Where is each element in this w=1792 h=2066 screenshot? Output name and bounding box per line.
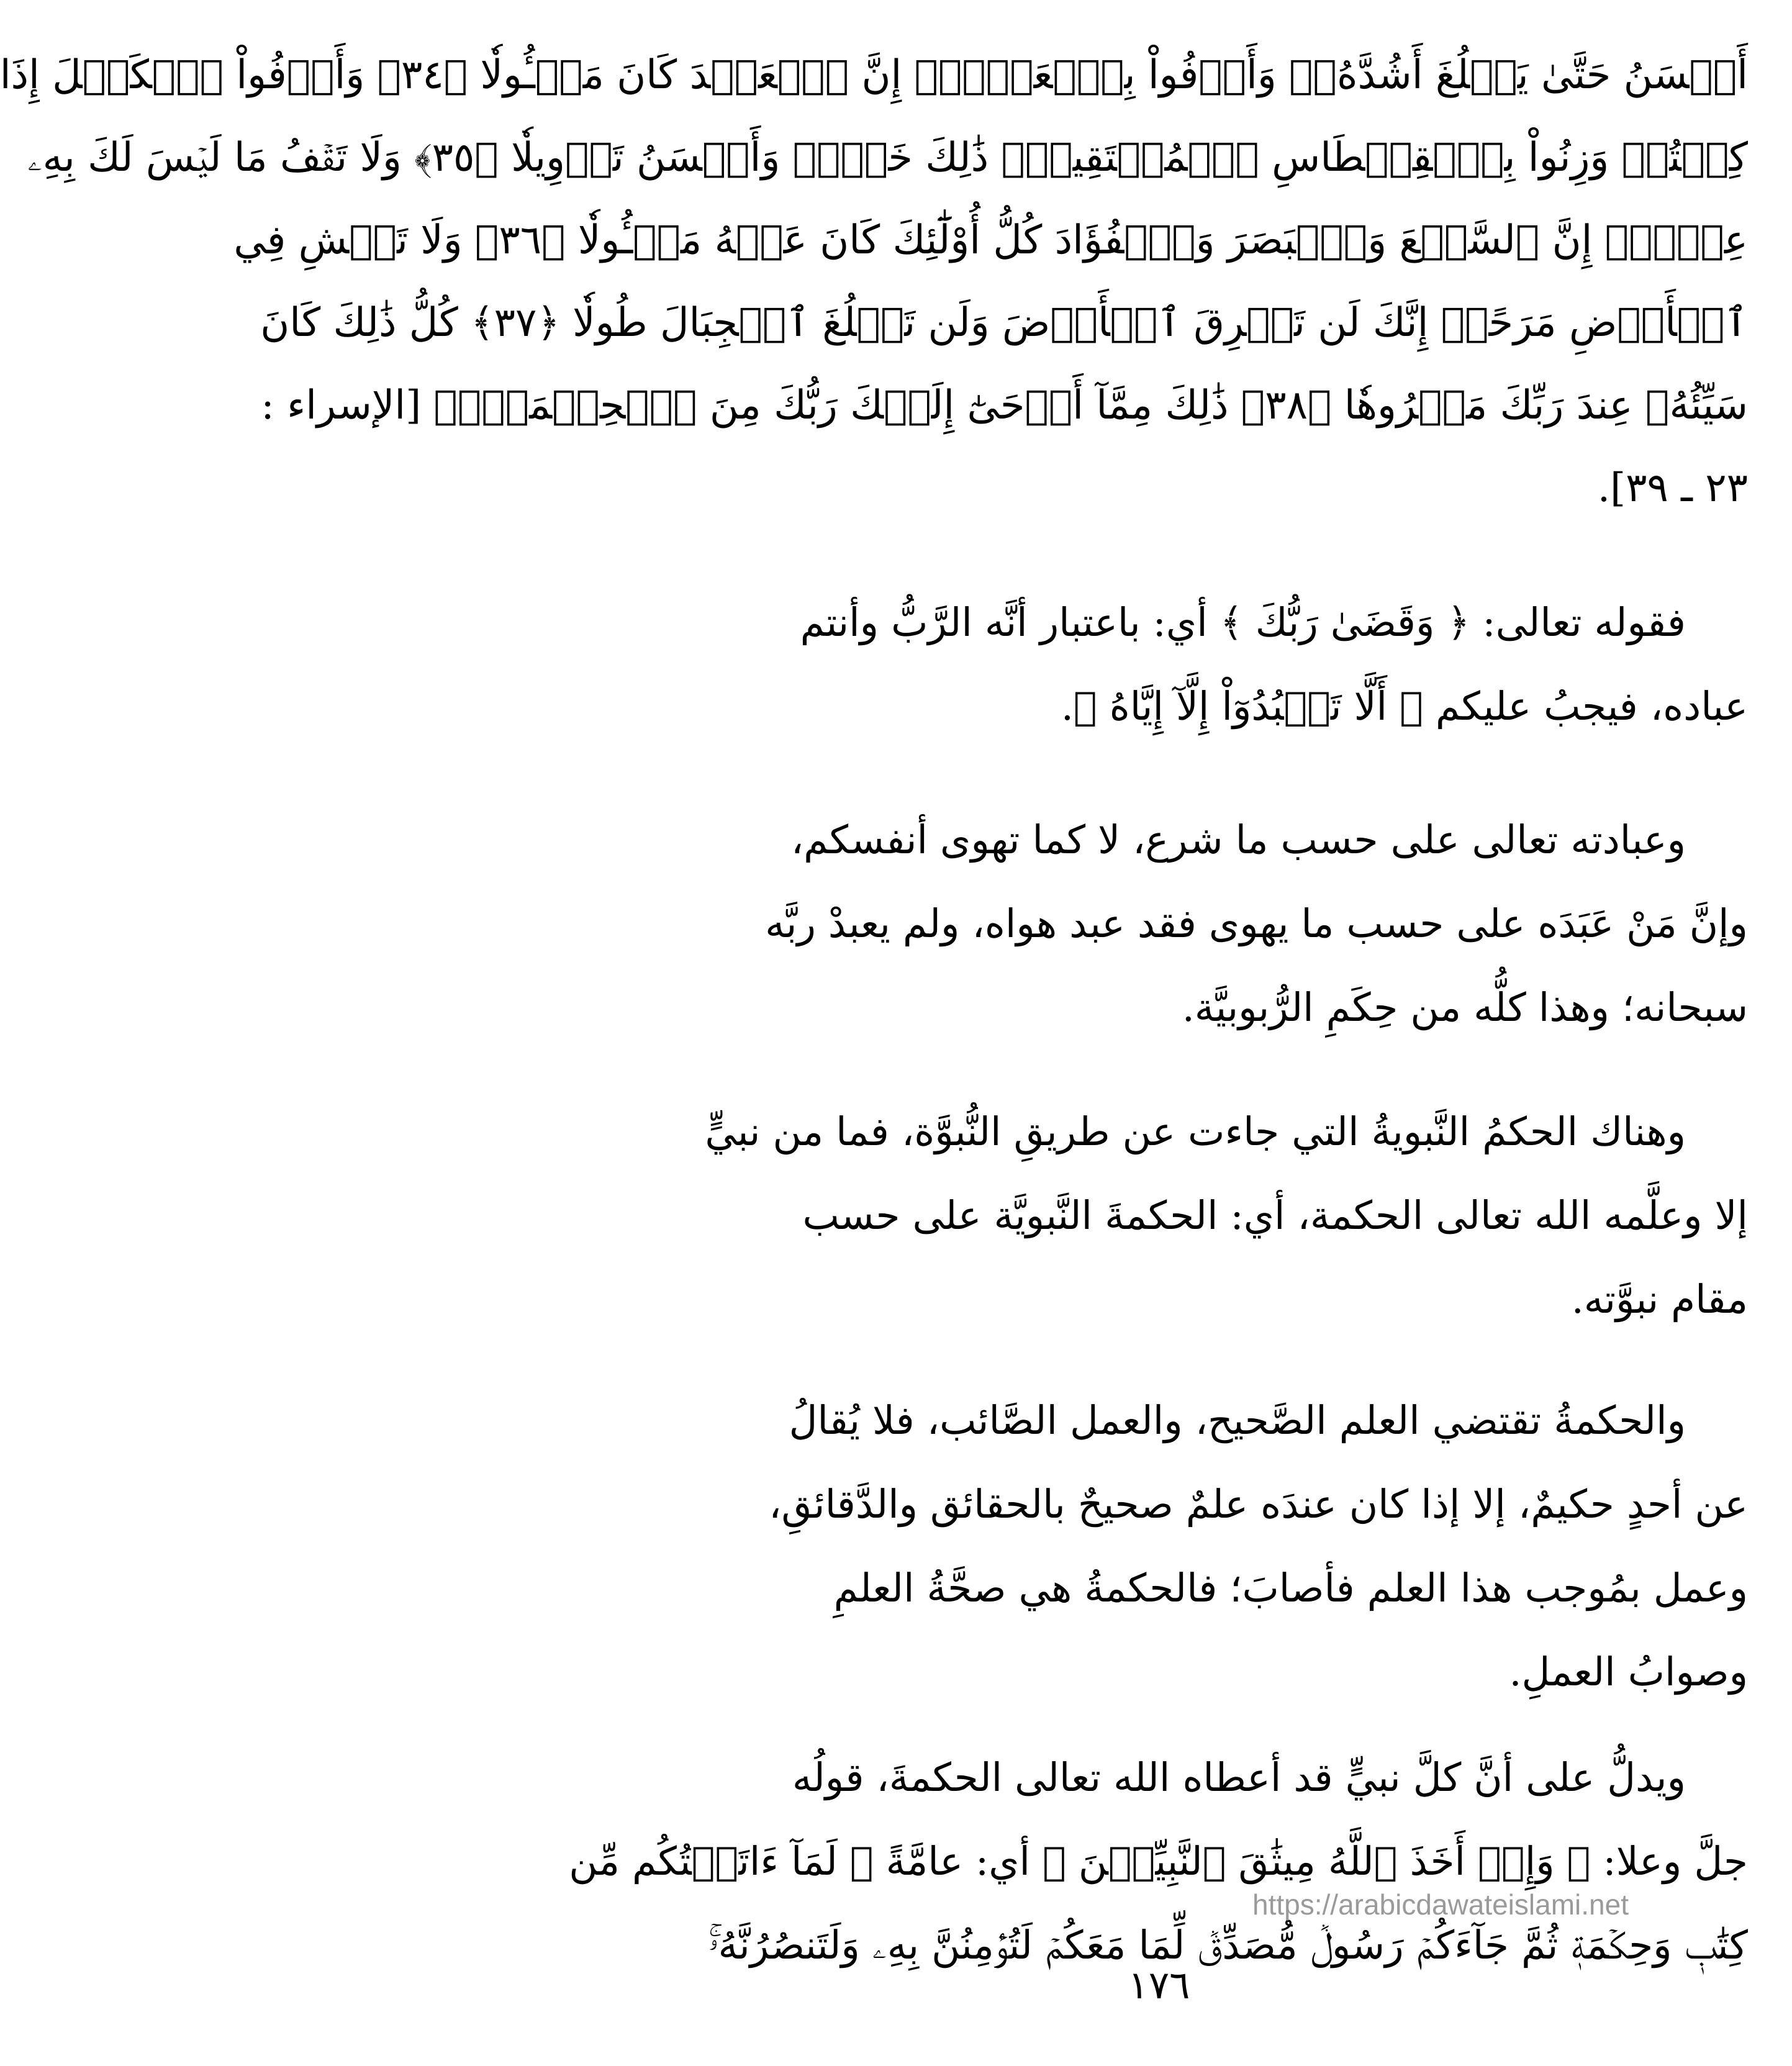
verse-line: ٱلۡأَرۡضِ مَرَحًاۖ إِنَّكَ لَن تَخۡرِقَ ٱلۡأَرۡضَ وَلَن تَبۡلُغَ ٱلۡجِبَالَ طُولٗا ﴿٣٧﴾ كُلُّ ذَٰلِكَ كَانَ <box>260 300 1748 346</box>
paragraph-3 <box>574 1090 1748 1341</box>
paragraph-line: عباده، فيجبُ عليكم ﴿ أَلَّا تَعۡبُدُوٓاْ إِلَّآ إِيَّاهُ ﴾. <box>1061 684 1748 729</box>
verse-line: كِلۡتُمۡ وَزِنُواْ بِٱلۡقِسۡطَاسِ ٱلۡمُسۡتَقِيمِۚ ذَٰلِكَ خَيۡرٞ وَأَحۡسَنُ تَأۡوِيلٗا ﴿٣٥﴾ وَلَا تَقۡفُ مَا لَيۡسَ لَكَ بِهِۦ <box>27 135 1748 181</box>
paragraph-4 <box>574 1379 1748 1714</box>
verse-line: أَحۡسَنُ حَتَّىٰ يَبۡلُغَ أَشُدَّهُۥۚ وَأَوۡفُواْ بِٱلۡعَهۡدِۖ إِنَّ ٱلۡعَهۡدَ كَانَ مَسۡـُٔولٗا ﴿٣٤﴾ وَأَوۡفُواْ ٱلۡكَيۡلَ إِذَا <box>0 52 1748 98</box>
paragraph-line: إلا وعلَّمه الله تعالى الحكمة، أي: الحكمةَ النَّبويَّة على حسب <box>802 1193 1748 1238</box>
paragraph-line: فقوله تعالى: ﴿ وَقَضَىٰ رَبُّكَ ﴾ أي: باعتبار أنَّه الرَّبُّ وأنتم <box>800 600 1686 645</box>
paragraph-line: وإنَّ مَنْ عَبَدَه على حسب ما يهوى فقد عبد هواه، ولم يعبدْ ربَّه <box>765 901 1748 946</box>
paragraph-5 <box>569 1736 1748 1987</box>
verse-line: عِلۡمٌۚ إِنَّ ٱلسَّمۡعَ وَٱلۡبَصَرَ وَٱلۡفُؤَادَ كُلُّ أُوْلَٰٓئِكَ كَانَ عَنۡهُ مَسۡـُٔولٗا ﴿٣٦﴾ وَلَا تَمۡشِ فِي <box>233 217 1748 263</box>
paragraph-line: والحكمةُ تقتضي العلم الصَّحيح، والعمل الصَّائب، فلا يُقالُ <box>789 1398 1686 1443</box>
paragraph-line: وصوابُ العملِ. <box>1509 1649 1748 1695</box>
paragraph-1 <box>574 581 1748 748</box>
paragraph-line: جلَّ وعلا: ﴿ وَإِذۡ أَخَذَ ٱللَّهُ مِيثَٰقَ ٱلنَّبِيِّـۧنَ ﴾ أي: عامَّةً ﴿ لَمَآ ءَاتَيۡتُكُم مِّن <box>569 1839 1748 1884</box>
book-page <box>0 34 1748 2021</box>
quran-verse-block <box>0 34 1748 530</box>
website-watermark: https://arabicdawateislami.net <box>1252 1888 1629 1921</box>
paragraph-line: وعمل بمُوجب هذا العلم فأصابَ؛ فالحكمةُ هي صحَّةُ العلمِ <box>833 1565 1748 1611</box>
page-number: ١٧٦ <box>1128 1962 1190 2008</box>
paragraph-line: ويدلُّ على أنَّ كلَّ نبيٍّ قد أعطاه الله تعالى الحكمةَ، قولُه <box>792 1755 1686 1800</box>
paragraph-line: مقام نبوَّته. <box>1571 1277 1748 1322</box>
paragraph-line: وهناك الحكمُ النَّبويةُ التي جاءت عن طريقِ النُّبوَّة، فما من نبيٍّ <box>705 1109 1686 1154</box>
paragraph-2 <box>574 798 1748 1049</box>
verse-line: ٢٣ ـ ٣٩]. <box>1597 465 1748 511</box>
paragraph-line: كِتَٰبٖ وَحِكۡمَةٖ ثُمَّ جَآءَكُمۡ رَسُولٞ مُّصَدِّقٞ لِّمَا مَعَكُمۡ لَتُؤۡمِنُنَّ بِهِۦ وَلَتَنصُرُنَّهُۥۚ <box>708 1923 1748 1968</box>
verse-line: سَيِّئُهُۥ عِندَ رَبِّكَ مَكۡرُوهٗا ﴿٣٨﴾ ذَٰلِكَ مِمَّآ أَوۡحَىٰٓ إِلَيۡكَ رَبُّكَ مِنَ ٱلۡحِكۡمَةِۗ﴾ [الإسراء : <box>261 383 1748 428</box>
paragraph-line: عن أحدٍ حكيمٌ، إلا إذا كان عندَه علمٌ صحيحٌ بالحقائق والدَّقائقِ، <box>769 1482 1748 1527</box>
paragraph-line: سبحانه؛ وهذا كلُّه من حِكَمِ الرُّبوبيَّة. <box>1182 985 1748 1030</box>
paragraph-line: وعبادته تعالى على حسب ما شرع، لا كما تهوى أنفسكم، <box>790 817 1686 863</box>
